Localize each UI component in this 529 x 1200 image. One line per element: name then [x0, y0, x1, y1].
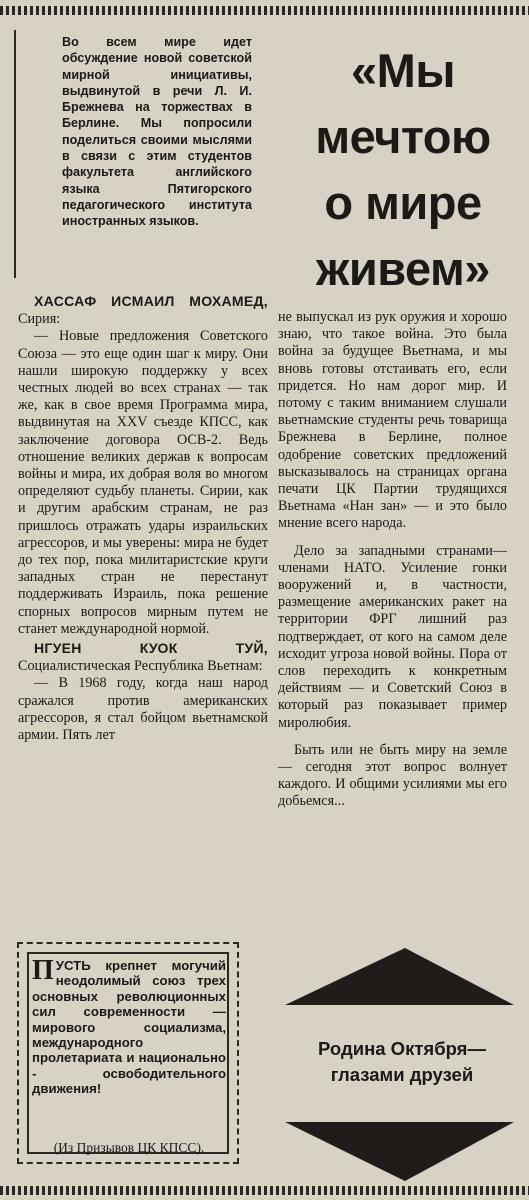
speaker-2-speech-continued: не выпускал из рук оружия и хорошо знаю, что такое война. Это была война за будущее Вьетнама, и мы вновь готовы отстаивать его, если придется. Но нам дорог мир. И потому с таким вниманием слушали вьетнамские студенты речь товарища Брежнева в Берлине, полное одобрение советских предложений высказывалось на страницах органа печати ЦК Партии трудящихся Вьетнама «Нан зан» — и это было мнение всего народа.	[278, 309, 507, 532]
speaker-1-country: Сирия:	[18, 311, 61, 328]
speaker-2-name: НГУЕН КУОК ТУЙ,	[34, 640, 268, 657]
rubric-triangle-down-icon	[285, 1122, 514, 1181]
speaker-2-speech-start: — В 1968 году, когда наш народ сражался против американских агрессоров, я стал бойцом вьетнамской армии. Пять лет	[18, 675, 268, 744]
slogan-body: УСТЬ крепнет могучий неодолимый союз трех основных революционных сил современности — мирового социализма, международного пролетариата и национально - освободительного движения!	[32, 958, 226, 1097]
speaker-1-name: ХАССАФ ИСМАИЛ МОХАМЕД,	[34, 293, 268, 309]
slogan-source: (Из Призывов ЦК КПСС).	[53, 1140, 205, 1155]
speaker-2-paragraph-3: Быть или не быть миру на земле — сегодня этот вопрос волнует каждого. И общими усилиями мы его добьемся...	[278, 741, 507, 810]
speaker-1-speech: — Новые предложения Советского Союза — это еще один шаг к миру. Они нашли широкую поддержку у всех честных людей во всех странах — так же, как в свое время Программа мира, выдвинутая на XXV съезде КПСС, как заключение договора ОСВ-2. Ведь отношение великих держав к вопросам войны и мира, их добрая воля во многом определяют судьбу планеты. Сирии, как и другим арабским странам, не раз пришлось отражать удары израильских агрессоров, и мы уверены: мира не будет до тех пор, пока милитаристские круги западных стран не перестанут поддерживать Израиль, пока решение спорных вопросов мирным путем не станет международной нормой.	[18, 328, 268, 637]
rubric-triangle-up-icon	[285, 948, 514, 1005]
article-headline: «Мы мечтою о мире живем»	[315, 44, 491, 295]
intro-lead-paragraph: Во всем мире идет обсуждение новой советской мирной инициативы, выдвинутой в речи Л. И. Брежнева на торжествах в Берлине. Мы попросили поделиться своими мыслями в связи с этим студентов факультета английского языка Пятигорского педагогического института иностранных языков.	[62, 35, 252, 229]
rubric-title: Родина Октября— глазами друзей	[318, 1038, 486, 1085]
bottom-dotted-rule	[0, 1186, 529, 1195]
speaker-2-country: Социалистическая Республика Вьетнам:	[18, 658, 263, 675]
slogan-initial-letter: П	[32, 955, 54, 986]
speaker-2-paragraph-2: Дело за западными странами—членами НАТО. Усиление гонки вооружений и, в частности, размещение американских ракет на территории ФРГ лишний раз подтверждает, от кого на самом деле исходит угроза новой войны. Пора от слов переходить к конкретным действиям — и Советский Союз в который раз показывает пример миролюбия.	[278, 542, 507, 731]
